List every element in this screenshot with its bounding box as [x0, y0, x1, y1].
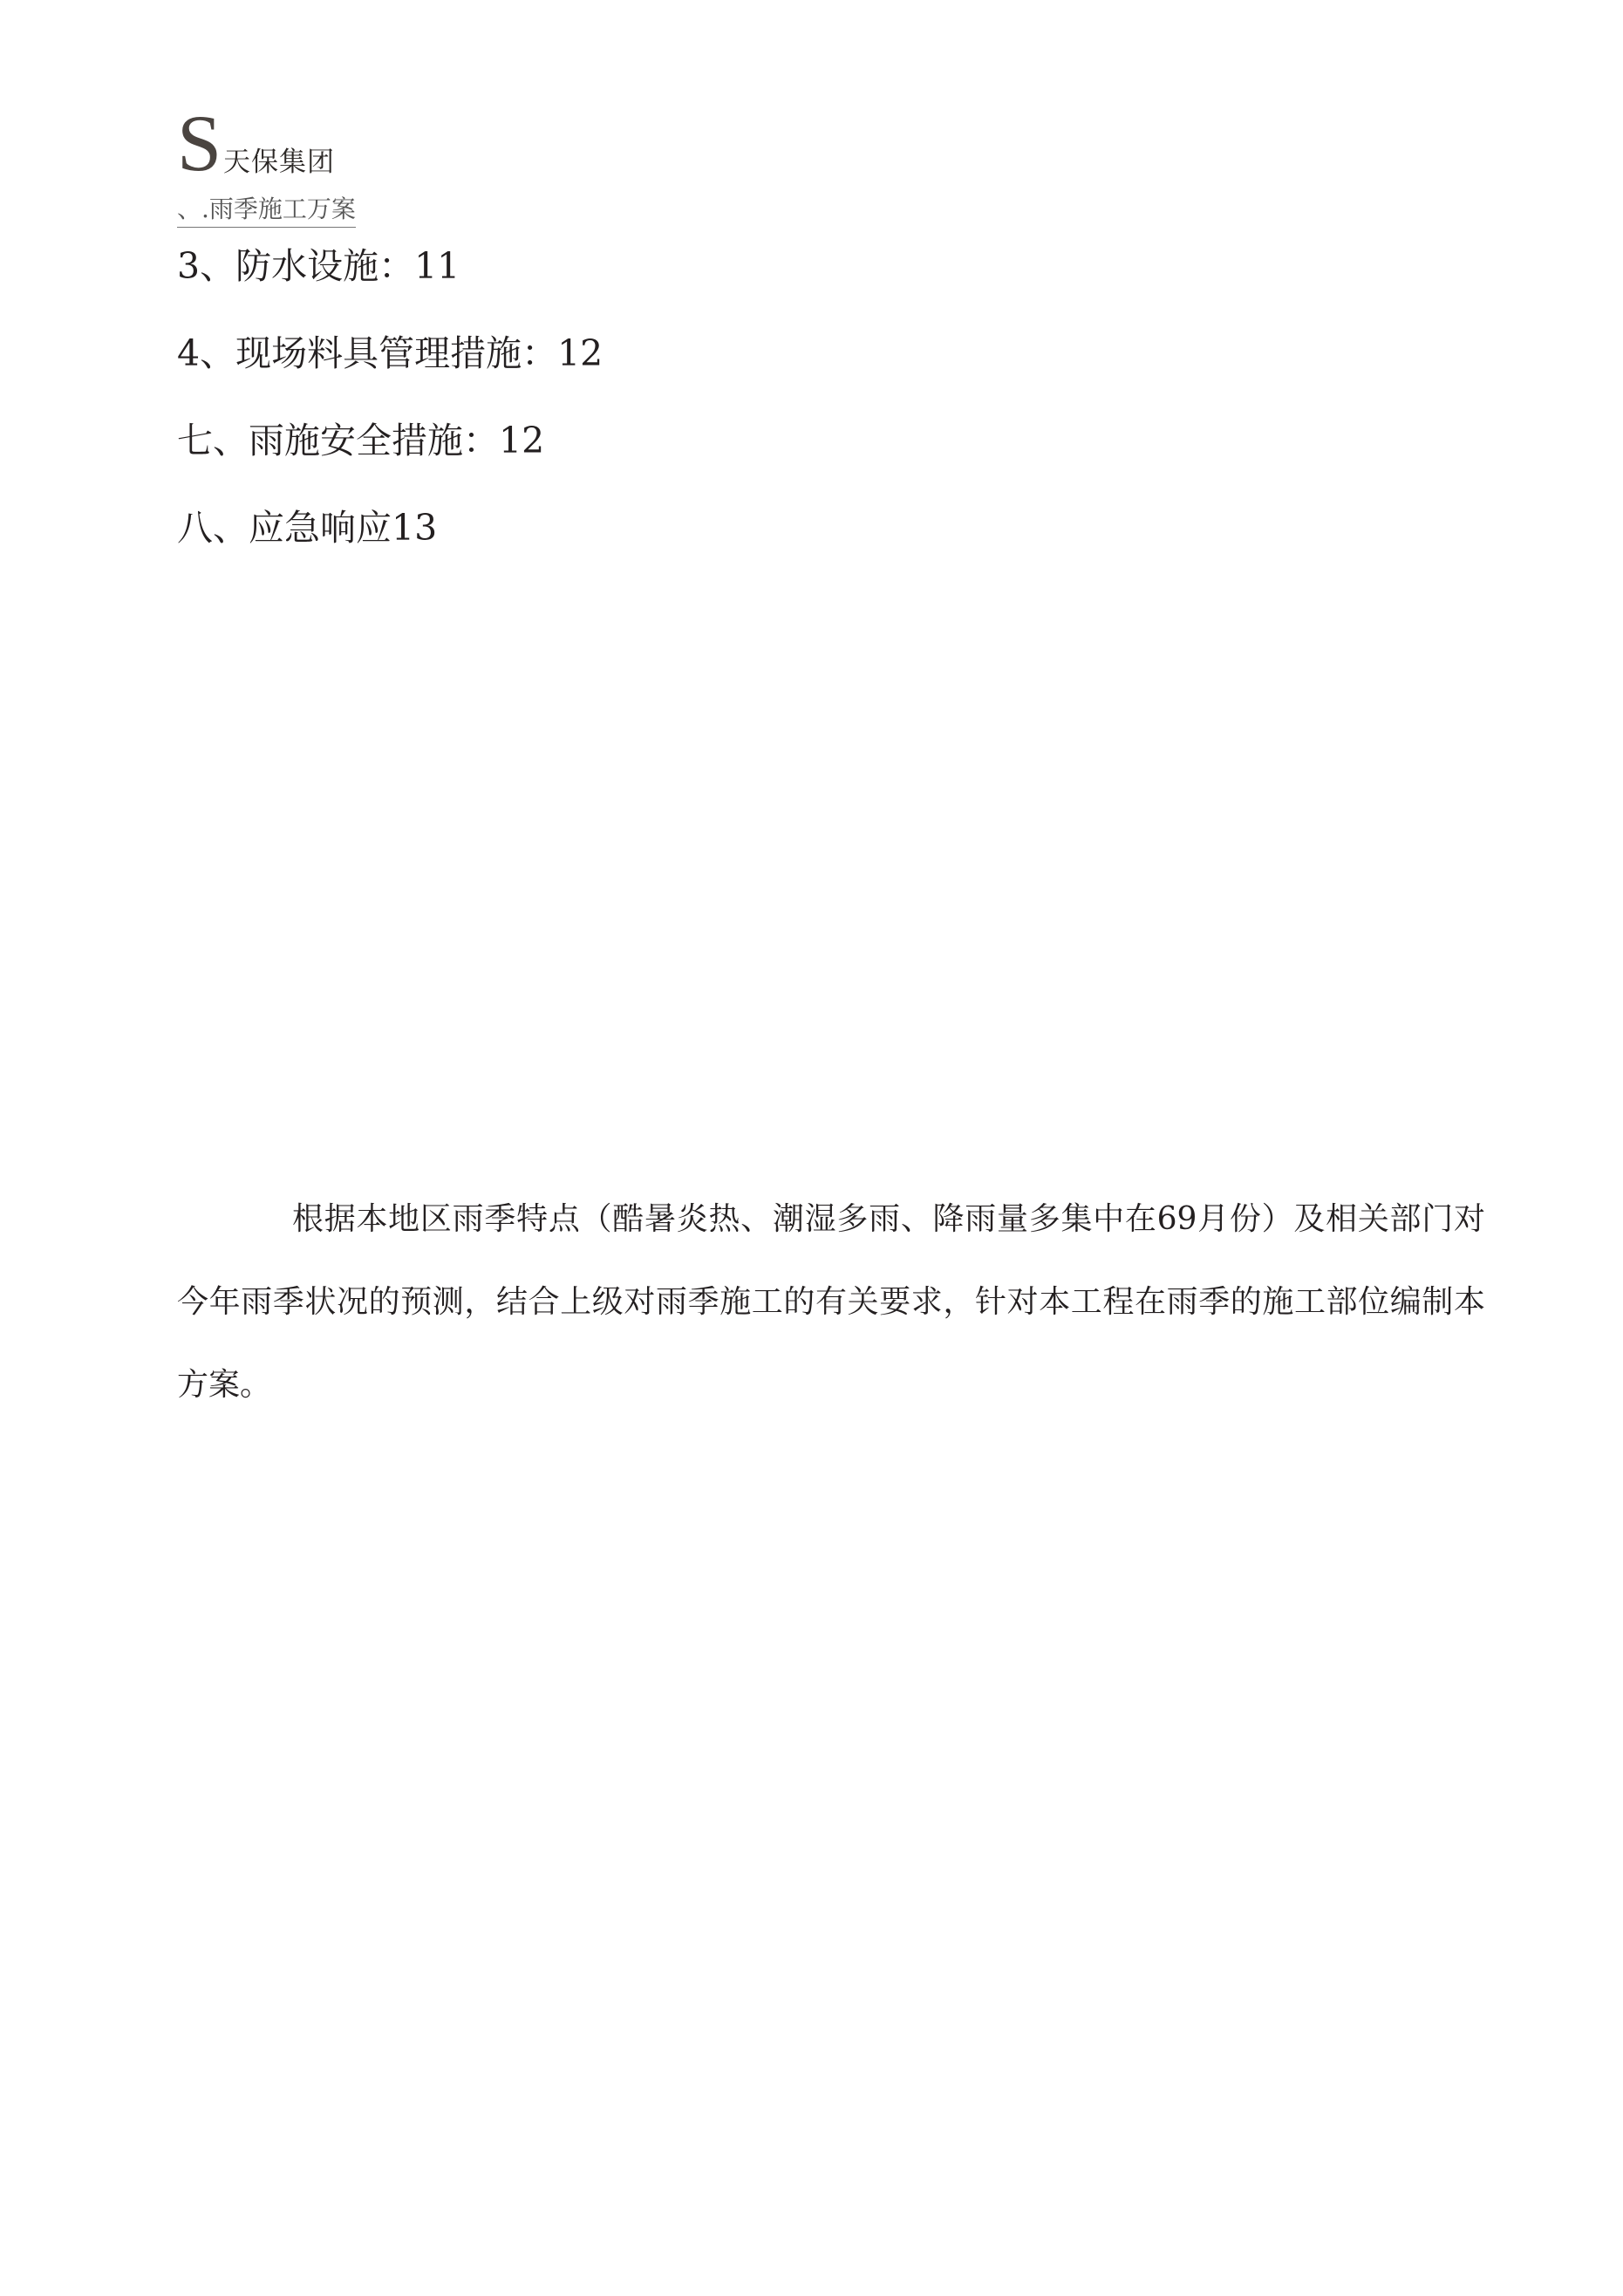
body-paragraph: 根据本地区雨季特点（酷暑炎热、潮湿多雨、降雨量多集中在69月份）及相关部门对今年雨季状况的预测，结合上级对雨季施工的有关要求，针对本工程在雨季的施工部位编制本方案。 [177, 1201, 1485, 1403]
document-subtitle: 、.雨季施工万案 [177, 194, 356, 228]
toc-item: 八、应急响应13 [177, 507, 438, 549]
table-of-contents [177, 244, 603, 593]
toc-item: 七、雨施安全措施：12 [177, 420, 545, 461]
toc-item: 3、防水设施：11 [177, 245, 460, 287]
company-logo: S [177, 99, 222, 188]
company-name: 天保集团 [223, 147, 335, 178]
toc-item: 4、现场料具管理措施：12 [177, 332, 604, 374]
